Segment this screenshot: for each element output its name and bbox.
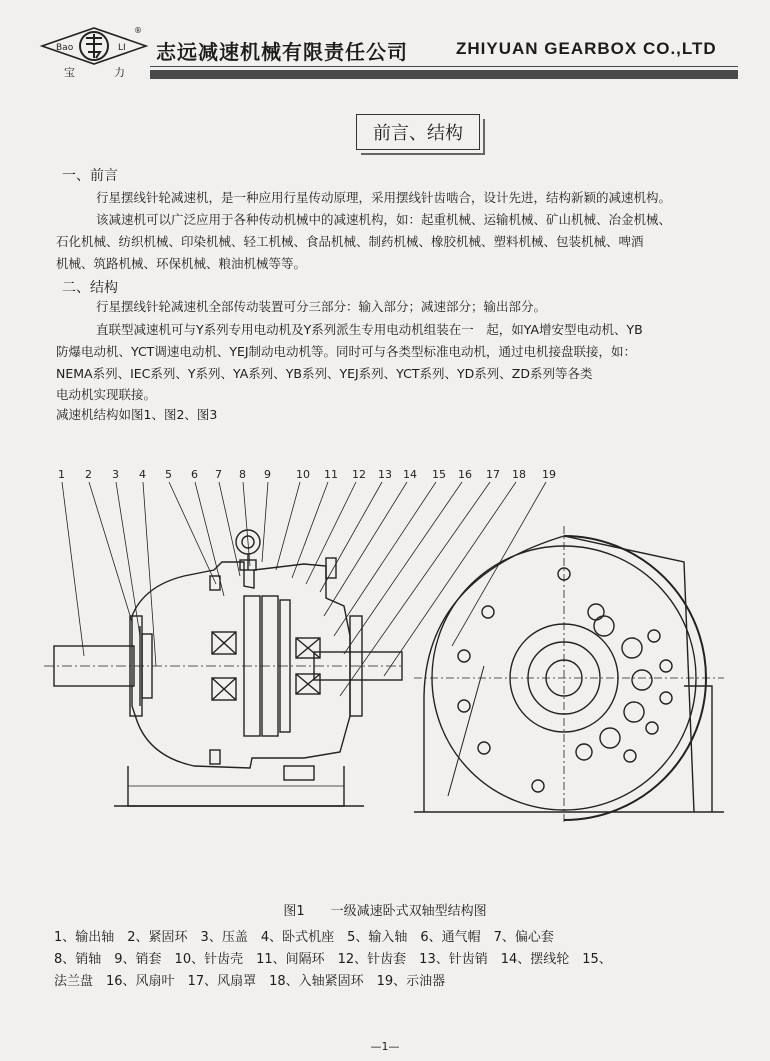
figure-drawing — [44, 466, 734, 842]
section1-line-1: 行星摆线针轮减速机，是一种应用行星传动原理，采用摆线针齿啮合，设计先进，结构新颖的减速机构。 — [96, 190, 672, 205]
part-number-17: 17 — [486, 468, 500, 481]
part-number-16: 16 — [458, 468, 472, 481]
title-box — [356, 114, 480, 150]
part-number-15: 15 — [432, 468, 446, 481]
part-number-4: 4 — [139, 468, 146, 481]
figure-caption: 图1 一级减速卧式双轴型结构图 — [283, 904, 487, 919]
part-number-18: 18 — [512, 468, 526, 481]
section2-line-2: 直联型减速机可与Y系列专用电动机及Y系列派生专用电动机组装在一 起，如YA增安型电动机、YB — [96, 322, 643, 337]
company-logo — [38, 24, 150, 82]
part-number-8: 8 — [239, 468, 246, 481]
legend-line-2: 8、销轴 9、销套 10、针齿壳 11、间隔环 12、针齿套 13、针齿销 14、摆线轮 15、 — [54, 952, 612, 967]
company-name-cn: 志远减速机械有限责任公司 — [156, 40, 408, 64]
part-number-19: 19 — [542, 468, 556, 481]
part-number-13: 13 — [378, 468, 392, 481]
header-rule — [150, 70, 738, 79]
logo-cn-right: 力 — [114, 66, 125, 79]
legend-line-1: 1、输出轴 2、紧固环 3、压盖 4、卧式机座 5、输入轴 6、通气帽 7、偏心套 — [54, 930, 554, 945]
part-number-12: 12 — [352, 468, 366, 481]
section1-heading: 一、前言 — [62, 168, 118, 184]
part-number-5: 5 — [165, 468, 172, 481]
part-number-7: 7 — [215, 468, 222, 481]
page-title: 前言、结构 — [373, 123, 463, 144]
legend-line-3: 法兰盘 16、风扇叶 17、风扇罩 18、入轴紧固环 19、示油器 — [54, 974, 446, 989]
section2-line-3: 防爆电动机、YCT调速电动机、YEJ制动电动机等。同时可与各类型标准电动机，通过电机接盘联接，如： — [56, 344, 637, 359]
page-number: —1— — [370, 1040, 400, 1053]
logo-text-left: Bao — [56, 43, 74, 53]
part-number-1: 1 — [58, 468, 65, 481]
registered-mark: ® — [134, 26, 142, 35]
section1-line-2: 该减速机可以广泛应用于各种传动机械中的减速机构，如：起重机械、运输机械、矿山机械、冶金机械、 — [96, 212, 672, 227]
section2-line-1: 行星摆线针轮减速机全部传动装置可分三部分：输入部分；减速部分；输出部分。 — [96, 299, 547, 314]
part-number-6: 6 — [191, 468, 198, 481]
logo-text-right: LI — [118, 43, 126, 53]
section1-line-4: 机械、筑路机械、环保机械、粮油机械等等。 — [56, 256, 307, 271]
part-number-10: 10 — [296, 468, 310, 481]
part-number-9: 9 — [264, 468, 271, 481]
section2-line-4: NEMA系列、IEC系列、Y系列、YA系列、YB系列、YEJ系列、YCT系列、YD系列、ZD系列等各类 — [56, 366, 593, 381]
header-rule-thin — [150, 66, 738, 67]
section1-line-3: 石化机械、纺织机械、印染机械、轻工机械、食品机械、制药机械、橡胶机械、塑料机械、包装机械、啤酒 — [56, 234, 644, 249]
company-name-en: ZHIYUAN GEARBOX CO.,LTD — [456, 39, 717, 58]
part-number-2: 2 — [85, 468, 92, 481]
part-number-11: 11 — [324, 468, 338, 481]
logo-cn-left: 宝 — [64, 66, 75, 79]
section2-line-6: 减速机结构如图1、图2、图3 — [56, 407, 218, 422]
part-number-14: 14 — [403, 468, 417, 481]
section2-heading: 二、结构 — [62, 280, 118, 296]
section2-line-5: 电动机实现联接。 — [56, 387, 157, 402]
part-number-3: 3 — [112, 468, 119, 481]
